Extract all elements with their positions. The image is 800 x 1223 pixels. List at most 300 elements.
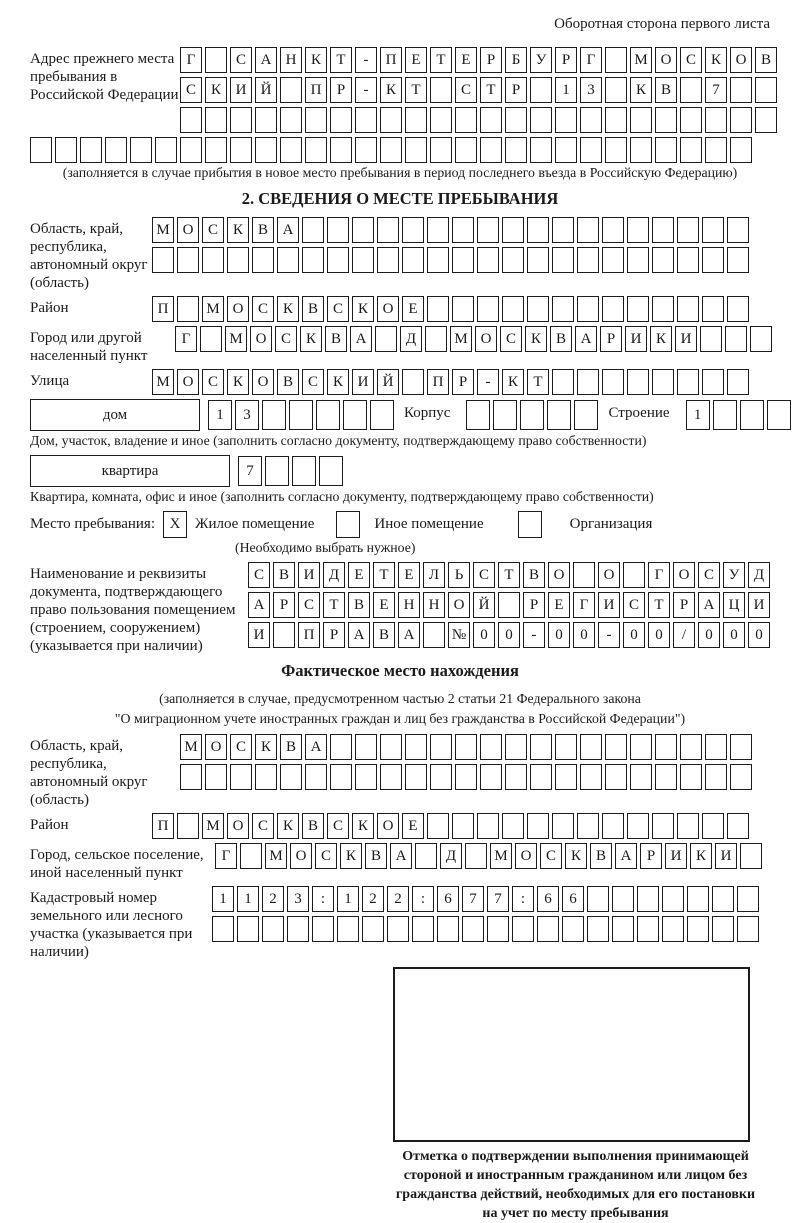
- char-cell[interactable]: [427, 813, 449, 839]
- char-cell[interactable]: 2: [262, 886, 284, 912]
- char-cell[interactable]: [605, 137, 627, 163]
- char-cell[interactable]: С: [230, 47, 252, 73]
- char-cell[interactable]: [725, 326, 747, 352]
- char-cell[interactable]: [520, 400, 544, 430]
- char-cell[interactable]: Е: [373, 592, 395, 618]
- char-cell[interactable]: [702, 247, 724, 273]
- char-cell[interactable]: [487, 916, 509, 942]
- char-cell[interactable]: [205, 47, 227, 73]
- char-cell[interactable]: [552, 813, 574, 839]
- char-cell[interactable]: [705, 734, 727, 760]
- char-cell[interactable]: 1: [237, 886, 259, 912]
- char-cell[interactable]: [727, 217, 749, 243]
- char-cell[interactable]: 3: [287, 886, 309, 912]
- char-cell[interactable]: С: [473, 562, 495, 588]
- char-cell[interactable]: Н: [280, 47, 302, 73]
- char-cell[interactable]: [227, 247, 249, 273]
- char-cell[interactable]: [537, 916, 559, 942]
- char-cell[interactable]: [677, 247, 699, 273]
- char-cell[interactable]: А: [390, 843, 412, 869]
- char-cell[interactable]: Ц: [723, 592, 745, 618]
- char-cell[interactable]: Р: [523, 592, 545, 618]
- char-cell[interactable]: [430, 107, 452, 133]
- char-cell[interactable]: А: [277, 217, 299, 243]
- char-cell[interactable]: [652, 813, 674, 839]
- char-cell[interactable]: С: [252, 296, 274, 322]
- char-cell[interactable]: Л: [423, 562, 445, 588]
- char-cell[interactable]: №: [448, 622, 470, 648]
- char-cell[interactable]: 3: [235, 400, 259, 430]
- char-cell[interactable]: [430, 77, 452, 103]
- char-cell[interactable]: К: [630, 77, 652, 103]
- char-cell[interactable]: [627, 813, 649, 839]
- char-cell[interactable]: [552, 217, 574, 243]
- char-cell[interactable]: У: [723, 562, 745, 588]
- char-cell[interactable]: Д: [400, 326, 422, 352]
- char-cell[interactable]: [466, 400, 490, 430]
- char-cell[interactable]: К: [690, 843, 712, 869]
- char-cell[interactable]: [602, 813, 624, 839]
- char-cell[interactable]: [502, 247, 524, 273]
- char-cell[interactable]: [605, 764, 627, 790]
- char-cell[interactable]: [702, 813, 724, 839]
- char-cell[interactable]: В: [280, 734, 302, 760]
- char-cell[interactable]: [552, 369, 574, 395]
- char-cell[interactable]: [505, 107, 527, 133]
- char-cell[interactable]: 0: [623, 622, 645, 648]
- char-cell[interactable]: П: [152, 813, 174, 839]
- char-cell[interactable]: 0: [698, 622, 720, 648]
- char-cell[interactable]: [602, 369, 624, 395]
- char-cell[interactable]: В: [325, 326, 347, 352]
- char-cell[interactable]: [662, 886, 684, 912]
- char-cell[interactable]: Н: [423, 592, 445, 618]
- char-cell[interactable]: М: [450, 326, 472, 352]
- char-cell[interactable]: Б: [505, 47, 527, 73]
- char-cell[interactable]: И: [665, 843, 687, 869]
- char-cell[interactable]: [355, 764, 377, 790]
- char-cell[interactable]: [280, 77, 302, 103]
- char-cell[interactable]: [230, 764, 252, 790]
- char-cell[interactable]: [637, 886, 659, 912]
- char-cell[interactable]: [319, 456, 343, 486]
- char-cell[interactable]: [505, 137, 527, 163]
- char-cell[interactable]: [680, 734, 702, 760]
- char-cell[interactable]: Р: [600, 326, 622, 352]
- char-cell[interactable]: О: [177, 217, 199, 243]
- char-cell[interactable]: В: [277, 369, 299, 395]
- char-cell[interactable]: [680, 107, 702, 133]
- char-cell[interactable]: Т: [330, 47, 352, 73]
- char-cell[interactable]: [380, 107, 402, 133]
- char-cell[interactable]: К: [327, 369, 349, 395]
- char-cell[interactable]: [630, 137, 652, 163]
- char-cell[interactable]: К: [300, 326, 322, 352]
- char-cell[interactable]: [155, 137, 177, 163]
- char-cell[interactable]: [255, 107, 277, 133]
- char-cell[interactable]: С: [248, 562, 270, 588]
- char-cell[interactable]: [605, 77, 627, 103]
- char-cell[interactable]: [727, 369, 749, 395]
- char-cell[interactable]: [577, 296, 599, 322]
- char-cell[interactable]: [573, 562, 595, 588]
- char-cell[interactable]: [730, 107, 752, 133]
- char-cell[interactable]: Г: [180, 47, 202, 73]
- char-cell[interactable]: П: [380, 47, 402, 73]
- char-cell[interactable]: Т: [323, 592, 345, 618]
- char-cell[interactable]: [555, 107, 577, 133]
- char-cell[interactable]: [530, 77, 552, 103]
- char-cell[interactable]: И: [625, 326, 647, 352]
- char-cell[interactable]: [240, 843, 262, 869]
- char-cell[interactable]: [343, 400, 367, 430]
- char-cell[interactable]: 0: [748, 622, 770, 648]
- char-cell[interactable]: [527, 247, 549, 273]
- char-cell[interactable]: Г: [215, 843, 237, 869]
- char-cell[interactable]: [452, 813, 474, 839]
- char-cell[interactable]: [605, 734, 627, 760]
- char-cell[interactable]: [530, 137, 552, 163]
- char-cell[interactable]: 1: [212, 886, 234, 912]
- char-cell[interactable]: 0: [548, 622, 570, 648]
- char-cell[interactable]: К: [705, 47, 727, 73]
- char-cell[interactable]: О: [448, 592, 470, 618]
- char-cell[interactable]: Р: [330, 77, 352, 103]
- char-cell[interactable]: [305, 137, 327, 163]
- char-cell[interactable]: [280, 764, 302, 790]
- char-cell[interactable]: [602, 217, 624, 243]
- char-cell[interactable]: [477, 296, 499, 322]
- char-cell[interactable]: Т: [430, 47, 452, 73]
- char-cell[interactable]: [330, 764, 352, 790]
- char-cell[interactable]: [105, 137, 127, 163]
- char-cell[interactable]: С: [680, 47, 702, 73]
- char-cell[interactable]: 6: [437, 886, 459, 912]
- char-cell[interactable]: Т: [498, 562, 520, 588]
- char-cell[interactable]: [180, 137, 202, 163]
- char-cell[interactable]: 2: [387, 886, 409, 912]
- char-cell[interactable]: 7: [462, 886, 484, 912]
- char-cell[interactable]: [280, 137, 302, 163]
- char-cell[interactable]: [375, 326, 397, 352]
- char-cell[interactable]: М: [202, 296, 224, 322]
- char-cell[interactable]: [552, 296, 574, 322]
- char-cell[interactable]: С: [315, 843, 337, 869]
- char-cell[interactable]: О: [598, 562, 620, 588]
- char-cell[interactable]: [767, 400, 791, 430]
- char-cell[interactable]: С: [252, 813, 274, 839]
- char-cell[interactable]: [680, 137, 702, 163]
- char-cell[interactable]: 0: [498, 622, 520, 648]
- char-cell[interactable]: [200, 326, 222, 352]
- checkbox-residential[interactable]: X: [163, 511, 187, 538]
- char-cell[interactable]: М: [152, 369, 174, 395]
- char-cell[interactable]: [577, 369, 599, 395]
- char-cell[interactable]: В: [273, 562, 295, 588]
- char-cell[interactable]: [452, 296, 474, 322]
- char-cell[interactable]: [316, 400, 340, 430]
- char-cell[interactable]: 7: [238, 456, 262, 486]
- char-cell[interactable]: [587, 886, 609, 912]
- char-cell[interactable]: [655, 107, 677, 133]
- char-cell[interactable]: 1: [686, 400, 710, 430]
- char-cell[interactable]: [312, 916, 334, 942]
- char-cell[interactable]: Д: [748, 562, 770, 588]
- char-cell[interactable]: [547, 400, 571, 430]
- char-cell[interactable]: [202, 247, 224, 273]
- char-cell[interactable]: [602, 296, 624, 322]
- char-cell[interactable]: [230, 107, 252, 133]
- char-cell[interactable]: М: [490, 843, 512, 869]
- char-cell[interactable]: [177, 296, 199, 322]
- char-cell[interactable]: О: [227, 813, 249, 839]
- char-cell[interactable]: [705, 107, 727, 133]
- char-cell[interactable]: [380, 734, 402, 760]
- char-cell[interactable]: К: [340, 843, 362, 869]
- char-cell[interactable]: Р: [555, 47, 577, 73]
- char-cell[interactable]: А: [255, 47, 277, 73]
- char-cell[interactable]: У: [530, 47, 552, 73]
- char-cell[interactable]: [337, 916, 359, 942]
- char-cell[interactable]: -: [523, 622, 545, 648]
- char-cell[interactable]: [687, 886, 709, 912]
- char-cell[interactable]: О: [548, 562, 570, 588]
- char-cell[interactable]: И: [352, 369, 374, 395]
- char-cell[interactable]: [587, 916, 609, 942]
- char-cell[interactable]: :: [412, 886, 434, 912]
- char-cell[interactable]: [655, 734, 677, 760]
- char-cell[interactable]: М: [152, 217, 174, 243]
- char-cell[interactable]: [262, 916, 284, 942]
- char-cell[interactable]: [180, 107, 202, 133]
- char-cell[interactable]: [712, 916, 734, 942]
- char-cell[interactable]: В: [550, 326, 572, 352]
- char-cell[interactable]: [405, 137, 427, 163]
- char-cell[interactable]: А: [575, 326, 597, 352]
- char-cell[interactable]: [623, 562, 645, 588]
- char-cell[interactable]: 7: [705, 77, 727, 103]
- char-cell[interactable]: Й: [377, 369, 399, 395]
- char-cell[interactable]: [580, 734, 602, 760]
- char-cell[interactable]: [727, 813, 749, 839]
- char-cell[interactable]: С: [180, 77, 202, 103]
- char-cell[interactable]: [327, 247, 349, 273]
- char-cell[interactable]: Е: [548, 592, 570, 618]
- char-cell[interactable]: [462, 916, 484, 942]
- char-cell[interactable]: [355, 734, 377, 760]
- char-cell[interactable]: [677, 217, 699, 243]
- char-cell[interactable]: [512, 916, 534, 942]
- char-cell[interactable]: О: [515, 843, 537, 869]
- char-cell[interactable]: К: [565, 843, 587, 869]
- char-cell[interactable]: [292, 456, 316, 486]
- char-cell[interactable]: В: [252, 217, 274, 243]
- char-cell[interactable]: С: [298, 592, 320, 618]
- char-cell[interactable]: [530, 764, 552, 790]
- char-cell[interactable]: [580, 137, 602, 163]
- char-cell[interactable]: С: [275, 326, 297, 352]
- char-cell[interactable]: [652, 296, 674, 322]
- char-cell[interactable]: [712, 886, 734, 912]
- char-cell[interactable]: С: [698, 562, 720, 588]
- char-cell[interactable]: А: [698, 592, 720, 618]
- char-cell[interactable]: 6: [537, 886, 559, 912]
- char-cell[interactable]: И: [248, 622, 270, 648]
- char-cell[interactable]: [377, 217, 399, 243]
- char-cell[interactable]: [655, 764, 677, 790]
- char-cell[interactable]: М: [202, 813, 224, 839]
- char-cell[interactable]: [177, 813, 199, 839]
- char-cell[interactable]: [602, 247, 624, 273]
- char-cell[interactable]: [437, 916, 459, 942]
- char-cell[interactable]: К: [650, 326, 672, 352]
- char-cell[interactable]: Р: [673, 592, 695, 618]
- char-cell[interactable]: [677, 296, 699, 322]
- char-cell[interactable]: [289, 400, 313, 430]
- char-cell[interactable]: [662, 916, 684, 942]
- char-cell[interactable]: [627, 217, 649, 243]
- char-cell[interactable]: Г: [175, 326, 197, 352]
- char-cell[interactable]: [702, 369, 724, 395]
- char-cell[interactable]: [152, 247, 174, 273]
- char-cell[interactable]: [655, 137, 677, 163]
- char-cell[interactable]: Р: [505, 77, 527, 103]
- char-cell[interactable]: 3: [580, 77, 602, 103]
- char-cell[interactable]: Д: [323, 562, 345, 588]
- char-cell[interactable]: Е: [398, 562, 420, 588]
- char-cell[interactable]: О: [475, 326, 497, 352]
- char-cell[interactable]: И: [715, 843, 737, 869]
- char-cell[interactable]: П: [427, 369, 449, 395]
- char-cell[interactable]: [423, 622, 445, 648]
- char-cell[interactable]: В: [590, 843, 612, 869]
- char-cell[interactable]: [750, 326, 772, 352]
- char-cell[interactable]: [505, 734, 527, 760]
- char-cell[interactable]: [630, 107, 652, 133]
- char-cell[interactable]: [702, 217, 724, 243]
- char-cell[interactable]: [330, 734, 352, 760]
- char-cell[interactable]: [362, 916, 384, 942]
- char-cell[interactable]: 0: [648, 622, 670, 648]
- char-cell[interactable]: П: [152, 296, 174, 322]
- char-cell[interactable]: :: [512, 886, 534, 912]
- char-cell[interactable]: В: [348, 592, 370, 618]
- char-cell[interactable]: [577, 247, 599, 273]
- char-cell[interactable]: [265, 456, 289, 486]
- char-cell[interactable]: К: [277, 813, 299, 839]
- char-cell[interactable]: С: [327, 296, 349, 322]
- char-cell[interactable]: [740, 843, 762, 869]
- char-cell[interactable]: [405, 734, 427, 760]
- char-cell[interactable]: [330, 137, 352, 163]
- char-cell[interactable]: [262, 400, 286, 430]
- char-cell[interactable]: [427, 217, 449, 243]
- char-cell[interactable]: Р: [323, 622, 345, 648]
- char-cell[interactable]: О: [250, 326, 272, 352]
- char-cell[interactable]: [498, 592, 520, 618]
- char-cell[interactable]: Т: [648, 592, 670, 618]
- char-cell[interactable]: [465, 843, 487, 869]
- char-cell[interactable]: [730, 734, 752, 760]
- char-cell[interactable]: [305, 107, 327, 133]
- char-cell[interactable]: [352, 217, 374, 243]
- char-cell[interactable]: [652, 247, 674, 273]
- char-cell[interactable]: И: [298, 562, 320, 588]
- char-cell[interactable]: К: [255, 734, 277, 760]
- char-cell[interactable]: 1: [555, 77, 577, 103]
- char-cell[interactable]: С: [540, 843, 562, 869]
- char-cell[interactable]: [427, 247, 449, 273]
- char-cell[interactable]: П: [305, 77, 327, 103]
- char-cell[interactable]: [637, 916, 659, 942]
- char-cell[interactable]: К: [525, 326, 547, 352]
- char-cell[interactable]: С: [327, 813, 349, 839]
- char-cell[interactable]: [237, 916, 259, 942]
- char-cell[interactable]: О: [205, 734, 227, 760]
- char-cell[interactable]: К: [352, 296, 374, 322]
- char-cell[interactable]: [327, 217, 349, 243]
- char-cell[interactable]: [302, 247, 324, 273]
- char-cell[interactable]: [402, 247, 424, 273]
- char-cell[interactable]: [273, 622, 295, 648]
- char-cell[interactable]: [177, 247, 199, 273]
- char-cell[interactable]: [713, 400, 737, 430]
- char-cell[interactable]: [493, 400, 517, 430]
- char-cell[interactable]: О: [730, 47, 752, 73]
- char-cell[interactable]: [212, 916, 234, 942]
- char-cell[interactable]: В: [523, 562, 545, 588]
- char-cell[interactable]: [555, 137, 577, 163]
- char-cell[interactable]: [80, 137, 102, 163]
- char-cell[interactable]: [277, 247, 299, 273]
- char-cell[interactable]: С: [202, 369, 224, 395]
- char-cell[interactable]: В: [373, 622, 395, 648]
- char-cell[interactable]: [502, 296, 524, 322]
- char-cell[interactable]: О: [290, 843, 312, 869]
- char-cell[interactable]: М: [630, 47, 652, 73]
- checkbox-other-premises[interactable]: [336, 511, 360, 538]
- char-cell[interactable]: [702, 296, 724, 322]
- char-cell[interactable]: [287, 916, 309, 942]
- char-cell[interactable]: [527, 296, 549, 322]
- char-cell[interactable]: [687, 916, 709, 942]
- char-cell[interactable]: [737, 886, 759, 912]
- char-cell[interactable]: [377, 247, 399, 273]
- char-cell[interactable]: К: [502, 369, 524, 395]
- char-cell[interactable]: [730, 77, 752, 103]
- char-cell[interactable]: А: [615, 843, 637, 869]
- char-cell[interactable]: К: [352, 813, 374, 839]
- char-cell[interactable]: [552, 247, 574, 273]
- char-cell[interactable]: [705, 137, 727, 163]
- char-cell[interactable]: [30, 137, 52, 163]
- char-cell[interactable]: [412, 916, 434, 942]
- char-cell[interactable]: [630, 764, 652, 790]
- char-cell[interactable]: 1: [337, 886, 359, 912]
- char-cell[interactable]: 0: [573, 622, 595, 648]
- char-cell[interactable]: П: [298, 622, 320, 648]
- char-cell[interactable]: [627, 247, 649, 273]
- char-cell[interactable]: [402, 369, 424, 395]
- char-cell[interactable]: [480, 764, 502, 790]
- char-cell[interactable]: [574, 400, 598, 430]
- char-cell[interactable]: [677, 813, 699, 839]
- char-cell[interactable]: [627, 296, 649, 322]
- char-cell[interactable]: [502, 217, 524, 243]
- char-cell[interactable]: [530, 107, 552, 133]
- char-cell[interactable]: И: [230, 77, 252, 103]
- char-cell[interactable]: [130, 137, 152, 163]
